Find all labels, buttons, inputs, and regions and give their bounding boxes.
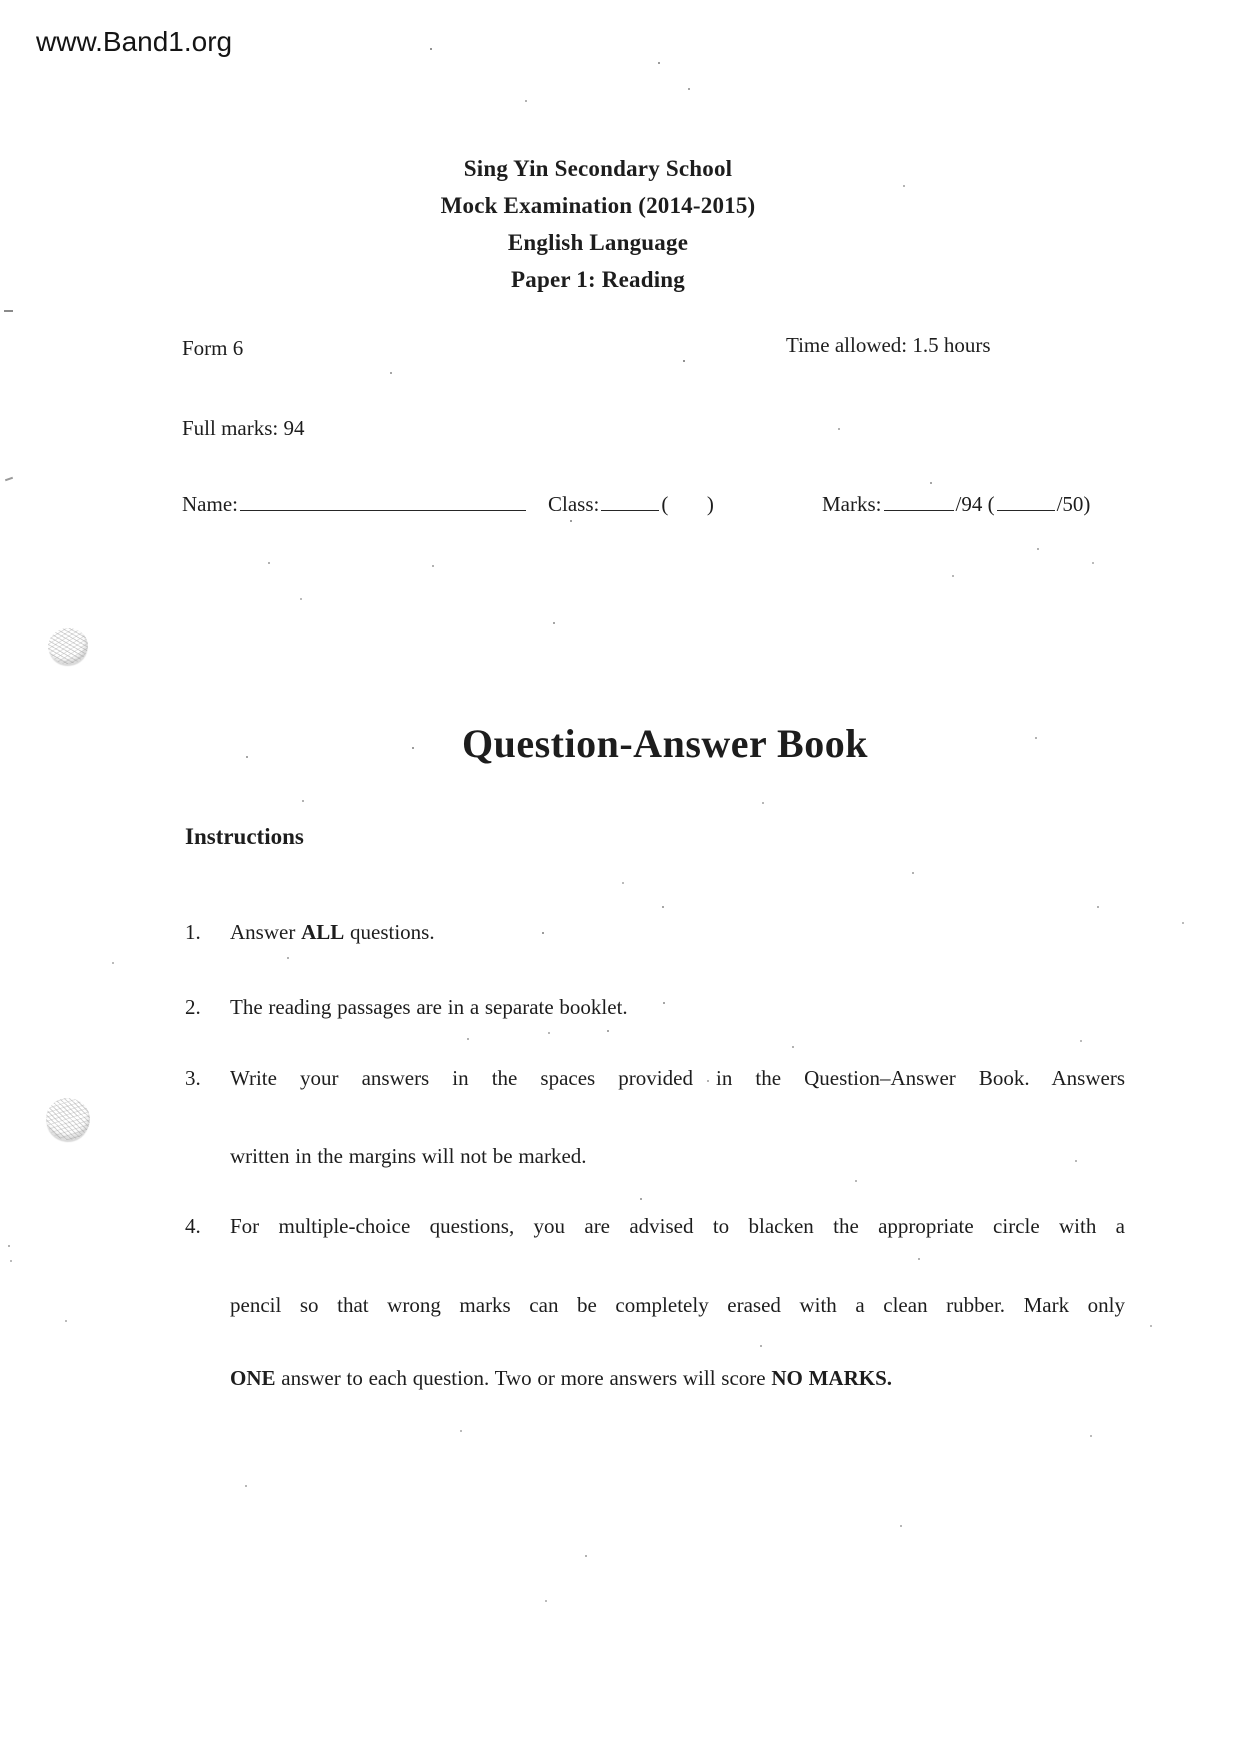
instruction-item-2: The reading passages are in a separate booklet. — [230, 995, 628, 1019]
watermark: www.Band1.org — [36, 26, 233, 57]
time-allowed-label: Time allowed: 1.5 hours — [786, 333, 991, 357]
marks-scaled-denominator: /50) — [1056, 491, 1091, 516]
school-name: Sing Yin Secondary School — [463, 156, 733, 181]
class-field-group — [548, 490, 715, 517]
instruction-item-3-line-2: written in the margins will not be marked. — [230, 1144, 587, 1168]
instruction-number: 1. — [185, 920, 201, 944]
book-heading: Question-Answer Book — [462, 721, 868, 766]
instruction-item-4-line-2: pencil so that wrong marks can be completely erased with a clean rubber. Mark only — [230, 1293, 1125, 1317]
instruction-number: 4. — [185, 1214, 201, 1238]
title-block — [0, 150, 1196, 298]
instruction-item-4-line-1: For multiple-choice questions, you are advised to blacken the appropriate circle with a — [230, 1214, 1125, 1238]
instruction-item-1 — [230, 920, 1125, 945]
instruction-item-3-line-1: Write your answers in the spaces provided in the Question–Answer Book. Answers — [230, 1066, 1125, 1090]
marks-label: Marks: — [822, 491, 882, 516]
subject-name: English Language — [507, 230, 689, 255]
instructions-heading: Instructions — [185, 824, 304, 849]
scan-artifact-tilde — [5, 477, 13, 482]
marks-scaled-blank-line — [997, 490, 1055, 511]
scan-noise-specks — [0, 0, 2, 2]
marks-field-group — [822, 490, 1090, 517]
instruction-1-text: Answer — [230, 920, 302, 944]
fill-in-row — [0, 490, 1240, 524]
instruction-4-bold-one: ONE — [230, 1366, 276, 1390]
instruction-4-text: answer to each question. Two or more answers will score — [275, 1366, 772, 1390]
form-label: Form 6 — [182, 336, 244, 360]
scan-artifact-dash — [4, 310, 13, 312]
name-label: Name: — [182, 491, 238, 516]
instruction-number: 2. — [185, 995, 201, 1019]
class-blank-line — [601, 490, 659, 511]
instruction-4-bold-no-marks: NO MARKS. — [771, 1366, 893, 1390]
exam-name: Mock Examination (2014-2015) — [440, 193, 756, 218]
name-blank-line — [240, 490, 526, 511]
pencil-scribble-mark — [46, 625, 91, 666]
marks-denominator: /94 ( — [955, 491, 995, 516]
instruction-1-text: questions. — [344, 920, 435, 944]
instruction-1-bold: ALL — [301, 920, 345, 944]
name-field-group — [182, 490, 528, 517]
class-number-brackets: ( ) — [661, 491, 715, 516]
full-marks-label: Full marks: 94 — [182, 416, 305, 440]
marks-blank-line — [884, 490, 954, 511]
class-label: Class: — [548, 491, 600, 516]
pencil-scribble-mark — [44, 1096, 92, 1142]
paper-name: Paper 1: Reading — [511, 267, 685, 292]
instruction-number: 3. — [185, 1066, 201, 1090]
instruction-item-4-line-3 — [230, 1366, 1125, 1391]
